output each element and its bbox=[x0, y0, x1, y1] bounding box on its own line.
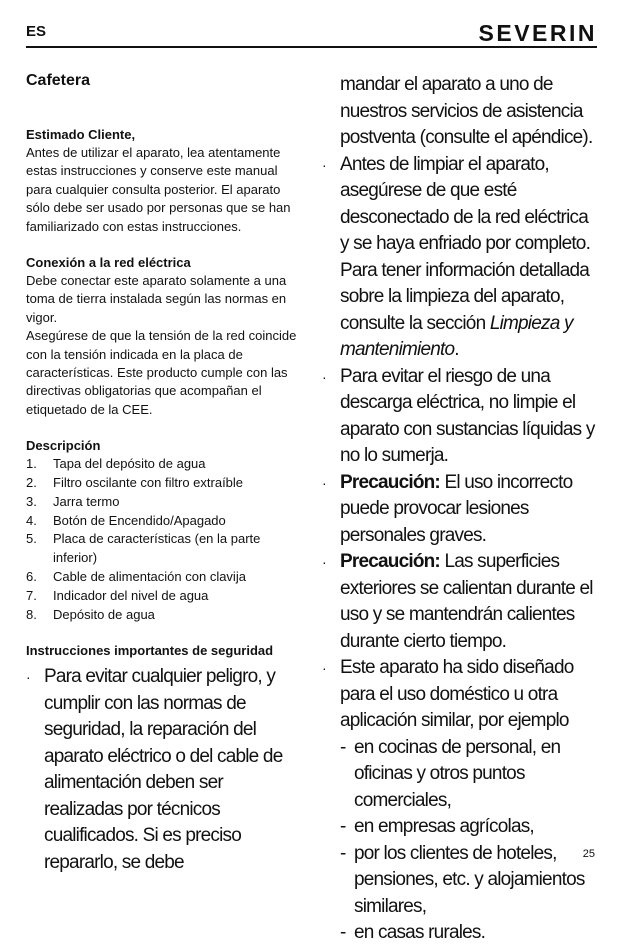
safety-bullet-6: · Este aparato ha sido diseñado para el uso doméstico u otra aplicación similar, por ejemplo - en cocinas de personal, en oficinas y otros puntos comerciales, - en empresas agrícolas, - por los clientes de hoteles, pensiones, etc. y alojamientos similares, - en casas rurales. bbox=[322, 655, 600, 947]
bullet-icon: · bbox=[26, 669, 30, 686]
list-item: 8. Depósito de agua bbox=[26, 606, 155, 622]
greeting-body: Antes de utilizar el aparato, lea atentamente estas instrucciones y conserve este manual para cualquier consulta posterior. El aparato sólo debe ser usado por personas que se han familiarizado con estas instrucciones. bbox=[26, 145, 291, 234]
description-heading: Descripción bbox=[26, 438, 101, 454]
section-reference: Limpieza y mantenimiento bbox=[340, 312, 573, 360]
connection-heading: Conexión a la red eléctrica bbox=[26, 255, 191, 271]
bullet-icon: · bbox=[322, 554, 326, 570]
caution-label: Precaución: bbox=[340, 471, 440, 493]
usage-subitem: - en cocinas de personal, en oficinas y otros puntos comerciales, bbox=[340, 736, 561, 811]
bullet-icon: · bbox=[322, 474, 326, 491]
bullet-icon: · bbox=[322, 156, 326, 173]
safety-bullet-4: · Precaución: El uso incorrecto puede provocar lesiones personales graves. bbox=[322, 470, 600, 550]
usage-subitem: - por los clientes de hoteles, pensiones, etc. y alojamientos similares, bbox=[340, 842, 585, 917]
list-item: 6. Cable de alimentación con clavija bbox=[26, 569, 246, 585]
header-rule bbox=[26, 46, 597, 48]
usage-subitem: - en empresas agrícolas, bbox=[340, 816, 534, 837]
page-number: 25 bbox=[582, 848, 595, 860]
greeting-heading: Estimado Cliente, bbox=[26, 127, 136, 142]
safety-heading: Instrucciones importantes de seguridad bbox=[26, 643, 274, 659]
list-item: 5. Placa de características (en la parte inferior) bbox=[26, 531, 261, 566]
left-column bbox=[26, 72, 301, 876]
list-item: 7. Indicador del nivel de agua bbox=[26, 587, 209, 603]
safety-bullet-3: · Para evitar el riesgo de una descarga eléctrica, no limpie el aparato con sustancias líquidas y no lo sumerja. bbox=[322, 364, 600, 470]
list-item: 2. Filtro oscilante con filtro extraíble bbox=[26, 475, 244, 491]
list-item: 4. Botón de Encendido/Apagado bbox=[26, 512, 226, 528]
connection-paragraph-2: Asegúrese de que la tensión de la red coincide con la tensión indicada en la placa de características. Este producto cumple con las directivas obligatorias que acompañan el etiquetado de la CEE. bbox=[26, 328, 297, 417]
safety-bullet-1: · Para evitar cualquier peligro, y cumplir con las normas de seguridad, la reparación del aparato eléctrico o del cable de alimentación deben ser realizadas por técnicos cualificados. Si es preciso repararlo, se debe bbox=[26, 664, 301, 876]
brand-logo: SEVERIN bbox=[478, 20, 597, 46]
safety-bullet-5: · Precaución: Las superficies exteriores se calientan durante el uso y se mantendrán calientes durante cierto tiempo. bbox=[322, 549, 600, 655]
list-item: 3. Jarra termo bbox=[26, 493, 120, 509]
bullet-icon: · bbox=[322, 660, 326, 676]
language-code: ES bbox=[26, 23, 47, 40]
bullet-icon: · bbox=[322, 368, 326, 385]
right-column bbox=[322, 72, 600, 947]
parts-list bbox=[26, 455, 301, 624]
safety-bullet-2: · Antes de limpiar el aparato, asegúrese de que esté desconectado de la red eléctrica y se haya enfriado por completo. Para tener información detallada sobre la limpieza del aparato, consulte la sección Limpieza y mantenimiento. bbox=[322, 152, 600, 364]
usage-subitem: - en casas rurales. bbox=[340, 922, 486, 943]
list-item: 1. Tapa del depósito de agua bbox=[26, 456, 206, 472]
caution-label: Precaución: bbox=[340, 551, 440, 572]
page-title: Cafetera bbox=[26, 72, 91, 89]
safety-bullet-1-continued: mandar el aparato a uno de nuestros servicios de asistencia postventa (consulte el apéndice). bbox=[340, 74, 593, 148]
connection-paragraph-1: Debe conectar este aparato solamente a una toma de tierra instalada según las normas en vigor. bbox=[26, 273, 287, 325]
